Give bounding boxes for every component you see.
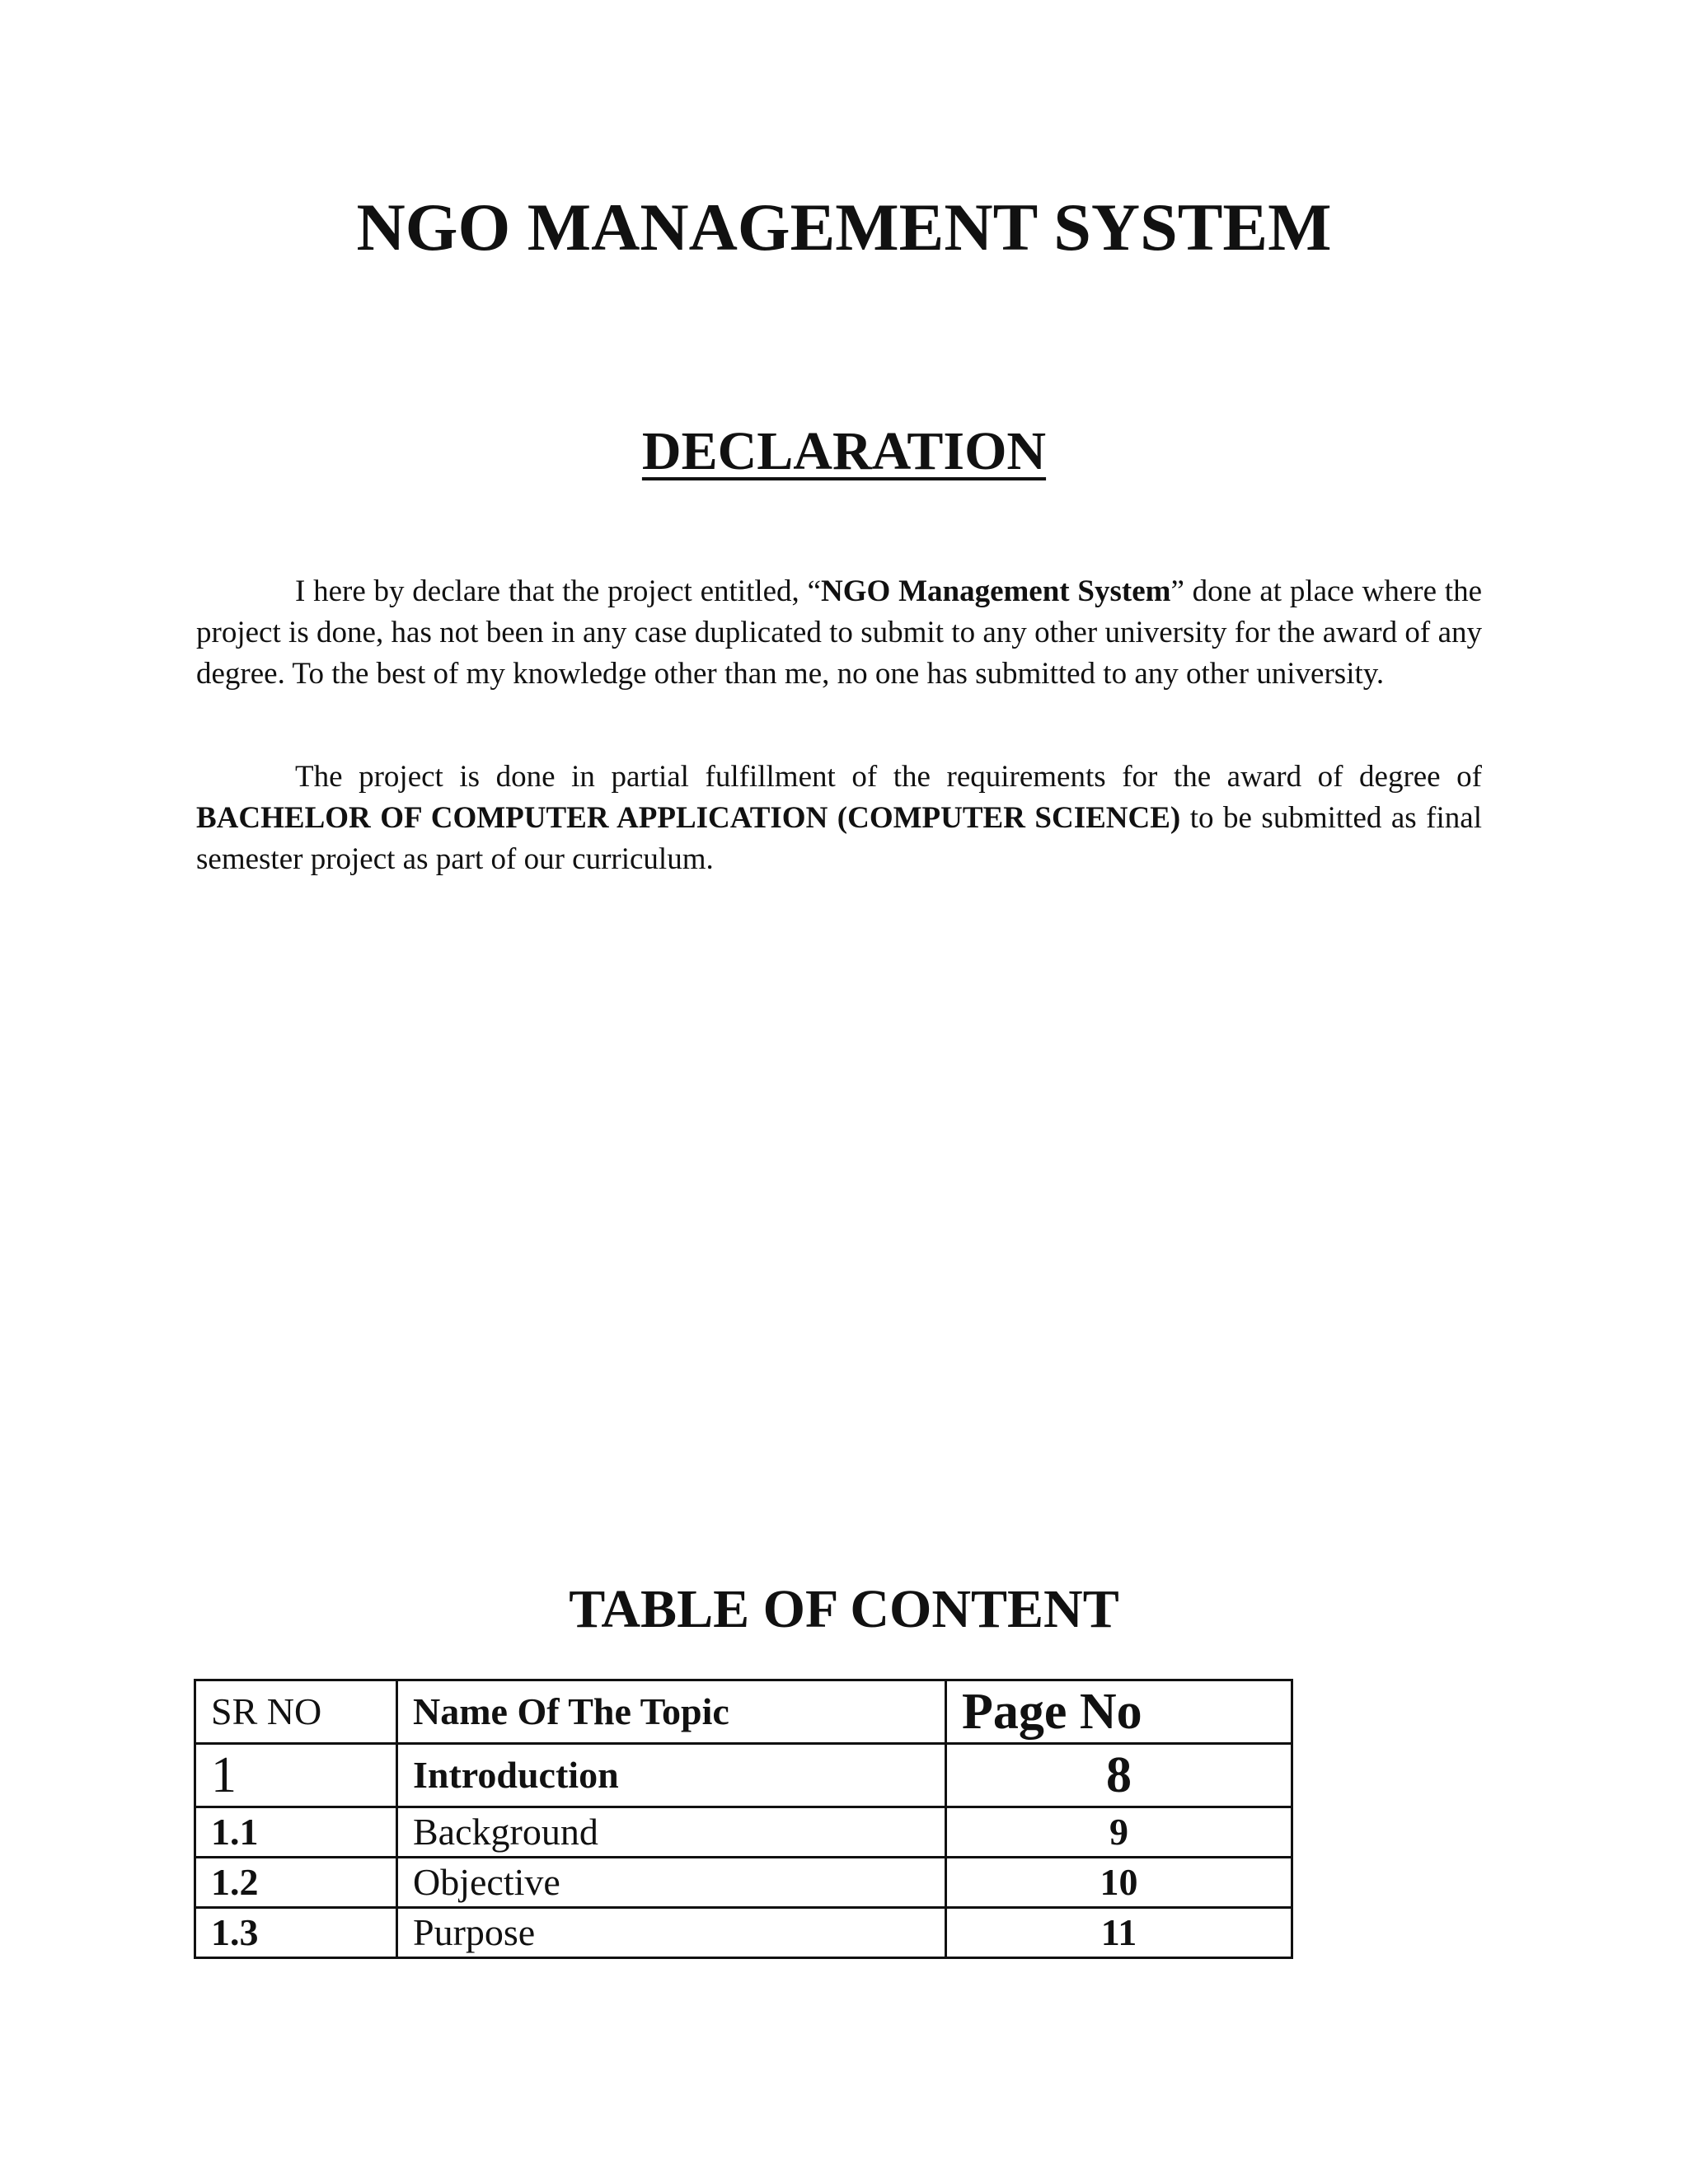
toc-sr-cell: 1 — [195, 1744, 397, 1807]
toc-page-cell: 10 — [946, 1858, 1292, 1908]
toc-topic-cell: Purpose — [397, 1908, 946, 1958]
toc-heading: TABLE OF CONTENT — [569, 1579, 1119, 1639]
toc-page-cell: 9 — [946, 1807, 1292, 1858]
degree-name: BACHELOR OF COMPUTER APPLICATION (COMPUTER SCIENCE) — [196, 801, 1181, 835]
toc-page-cell: 8 — [946, 1744, 1292, 1807]
para1-text-after: ” done at place where the project is done, has not been in any case duplicated to submit to any other university for the award of any degree. To the best of my knowledge other than me, no one has submitted to any other university. — [196, 574, 1482, 691]
toc-topic-cell: Introduction — [397, 1744, 946, 1807]
toc-topic-cell: Objective — [397, 1858, 946, 1908]
toc-header-row — [195, 1680, 1292, 1744]
toc-topic-cell: Background — [397, 1807, 946, 1858]
declaration-paragraph-1 — [196, 571, 1482, 695]
project-name: NGO Management System — [821, 574, 1171, 608]
declaration-heading — [0, 421, 1688, 481]
col-header-sr-no: SR NO — [195, 1680, 397, 1744]
col-header-page-no: Page No — [946, 1680, 1292, 1744]
table-row — [195, 1858, 1292, 1908]
col-header-topic: Name Of The Topic — [397, 1680, 946, 1744]
declaration-heading-text: DECLARATION — [641, 421, 1047, 481]
para2-text-before: The project is done in partial fulfillment of the requirements for the award of degree of — [295, 760, 1482, 794]
table-row — [195, 1807, 1292, 1858]
toc-sr-cell: 1.1 — [195, 1807, 397, 1858]
document-title: NGO MANAGEMENT SYSTEM — [356, 190, 1332, 265]
table-row — [195, 1744, 1292, 1807]
toc-sr-cell: 1.3 — [195, 1908, 397, 1958]
table-row — [195, 1908, 1292, 1958]
toc-sr-cell: 1.2 — [195, 1858, 397, 1908]
para1-text-before: I here by declare that the project entitled, “ — [295, 574, 822, 608]
declaration-paragraph-2 — [196, 757, 1482, 880]
para2-text-after: to be submitted as final semester project as part of our curriculum. — [196, 801, 1482, 876]
toc-page-cell: 11 — [946, 1908, 1292, 1958]
toc-table — [194, 1679, 1293, 1959]
